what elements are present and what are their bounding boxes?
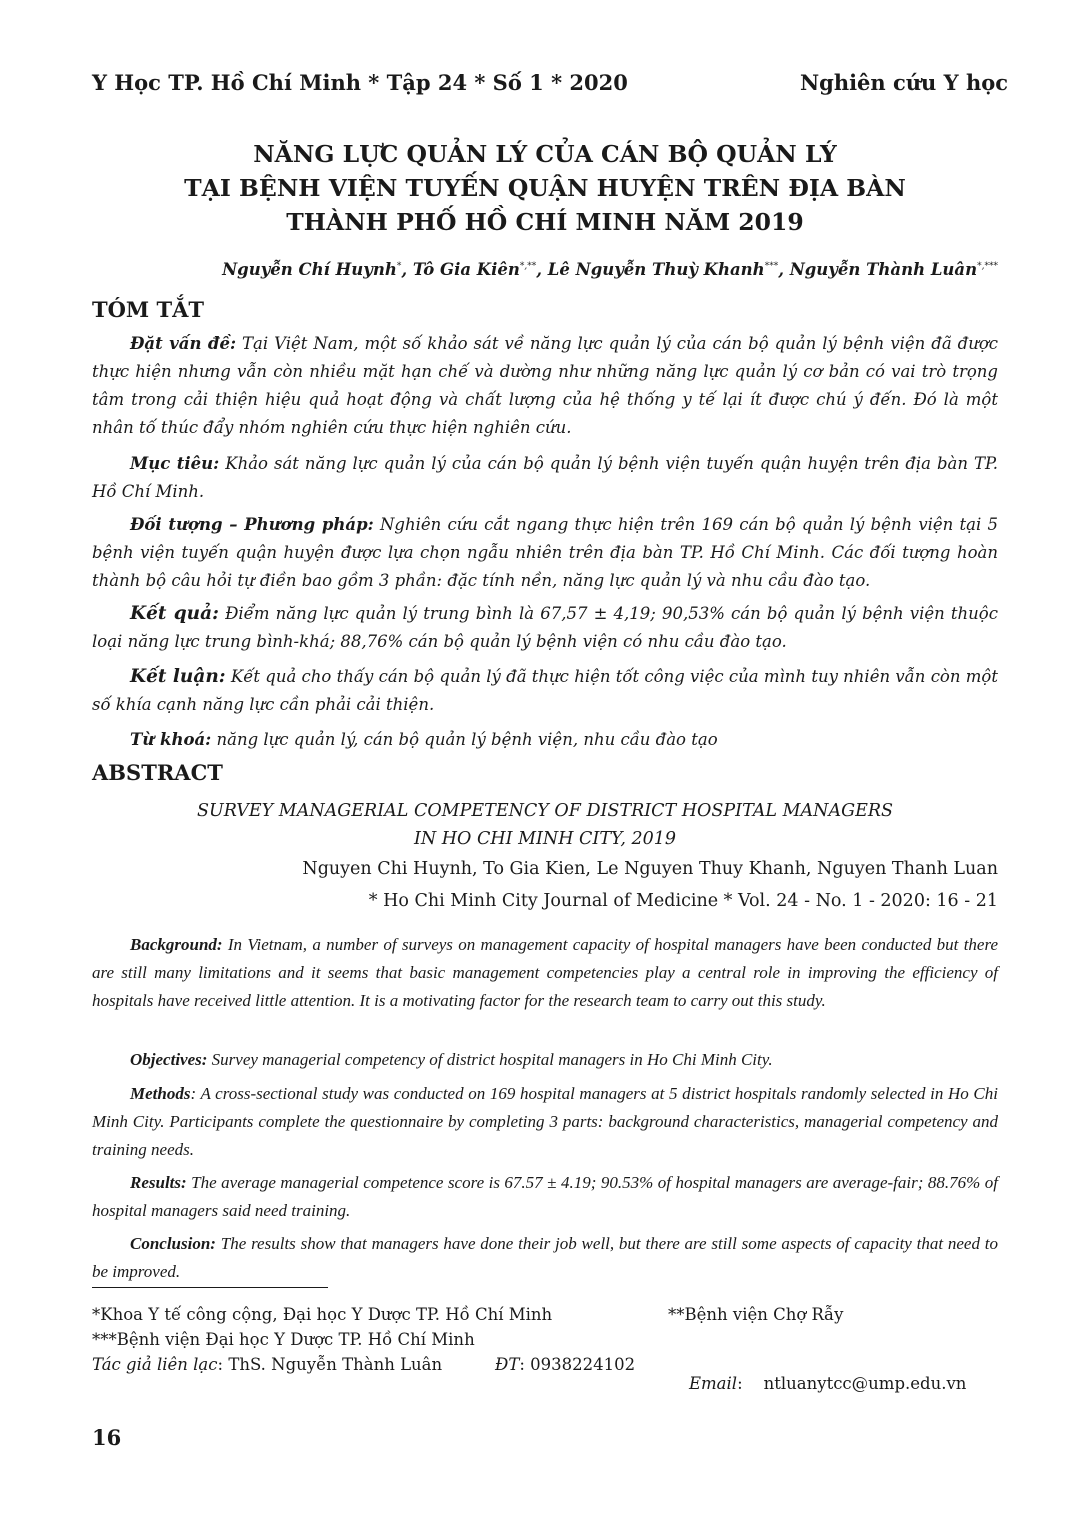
author-separator: , <box>778 260 790 279</box>
footnote-divider <box>92 1287 328 1288</box>
citation: * Ho Chi Minh City Journal of Medicine * Vol. 24 - No. 1 - 2020: 16 - 21 <box>368 891 998 911</box>
summary-conclusion <box>92 663 998 719</box>
tom-tat-heading: TÓM TẮT <box>92 297 205 322</box>
journal-header: Y Học TP. Hồ Chí Minh * Tập 24 * Số 1 * 2020 <box>92 70 628 95</box>
paragraph-label: Mục tiêu: <box>130 454 220 473</box>
paragraph-text: Tại Việt Nam, một số khảo sát về năng lực quản lý của cán bộ quản lý bệnh viện đã được thực hiện nhưng vẫn còn nhiều mặt hạn chế và dường như những năng lực quản lý cơ bản có vai trò trọng tâm trong cải thiện hiệu quả hoạt động và chất lượng của hệ thống y tế lại ít được chú ý đến. Đó là một nhân tố thúc đẩy nhóm nghiên cứu thực hiện nghiên cứu. <box>92 334 998 437</box>
article-title <box>92 137 998 239</box>
summary-objective <box>92 450 998 506</box>
affiliation-mark: * <box>396 261 402 272</box>
abstract-results <box>92 1169 998 1225</box>
author-separator: , <box>401 260 413 279</box>
author-name: Lê Nguyễn Thuỳ Khanh <box>547 260 765 279</box>
paragraph-label: Đặt vấn đề: <box>130 334 237 353</box>
title-line: NĂNG LỰC QUẢN LÝ CỦA CÁN BỘ QUẢN LÝ <box>253 140 837 168</box>
title-line: TẠI BỆNH VIỆN TUYẾN QUẬN HUYỆN TRÊN ĐỊA BÀN <box>184 174 906 202</box>
abstract-conclusion <box>92 1230 998 1286</box>
paragraph-text: Điểm năng lực quản lý trung bình là 67,57 ± 4,19; 90,53% cán bộ quản lý bệnh viện thuộc loại năng lực trung bình-khá; 88,76% cán bộ quản lý bệnh viện có nhu cầu đào tạo. <box>92 604 998 651</box>
contact-phone <box>495 1355 635 1374</box>
contact-label: Tác giả liên lạc <box>92 1355 218 1374</box>
paragraph-label: Objectives: <box>130 1050 208 1069</box>
summary-results <box>92 600 998 656</box>
section-header: Nghiên cứu Y học <box>799 70 1008 95</box>
paragraph-text: The results show that managers have done their job well, but there are still some aspects of capacity that need to be improved. <box>92 1234 998 1281</box>
english-title <box>92 797 998 853</box>
affiliation-mark: *,*** <box>977 261 998 272</box>
paragraph-text: Khảo sát năng lực quản lý của cán bộ quản lý bệnh viện tuyến quận huyện trên địa bàn TP. Hồ Chí Minh. <box>92 454 999 501</box>
email-label: Email <box>688 1374 738 1393</box>
abstract-background <box>92 931 998 1015</box>
paragraph-text: Survey managerial competency of district hospital managers in Ho Chi Minh City. <box>207 1050 773 1069</box>
corresponding-author <box>92 1355 442 1374</box>
paragraph-label: Background: <box>130 935 223 954</box>
paragraph-text: Nghiên cứu cắt ngang thực hiện trên 169 cán bộ quản lý bệnh viện tại 5 bệnh viện tuyến quận huyện được lựa chọn ngẫu nhiên trên địa bàn TP. Hồ Chí Minh. Các đối tượng hoàn thành bộ câu hỏi tự điền bao gồm 3 phần: đặc tính nền, năng lực quản lý và nhu cầu đào tạo. <box>92 515 998 590</box>
affiliation-mark: *,** <box>519 261 537 272</box>
paragraph-text: : A cross-sectional study was conducted on 169 hospital managers at 5 district hospitals randomly selected in Ho Chi Minh City. Participants complete the questionnaire by completing 3 parts: background characteristics, managerial competency and training needs. <box>92 1084 998 1159</box>
paragraph-label: Kết quả: <box>130 603 219 624</box>
author-separator: , <box>536 260 548 279</box>
paragraph-label: Conclusion: <box>130 1234 216 1253</box>
paragraph-text: Kết quả cho thấy cán bộ quản lý đã thực hiện tốt công việc của mình tuy nhiên vẫn còn một số khía cạnh năng lực cần phải cải thiện. <box>92 667 998 714</box>
author-list <box>222 260 998 279</box>
phone-label: ĐT <box>495 1355 520 1374</box>
english-title-line: IN HO CHI MINH CITY, 2019 <box>414 829 676 849</box>
summary-keywords <box>92 726 998 754</box>
paragraph-text: năng lực quản lý, cán bộ quản lý bệnh viện, nhu cầu đào tạo <box>211 730 718 749</box>
footnote-affiliation: ***Bệnh viện Đại học Y Dược TP. Hồ Chí Minh <box>92 1330 475 1349</box>
contact-name: : ThS. Nguyễn Thành Luân <box>217 1355 443 1374</box>
author-name: Tô Gia Kiên <box>412 260 520 279</box>
phone-number: : 0938224102 <box>519 1355 636 1374</box>
summary-methods <box>92 511 998 595</box>
paragraph-label: Methods <box>130 1084 191 1103</box>
email-address[interactable]: : ntluanytcc@ump.edu.vn <box>737 1374 967 1393</box>
title-line: THÀNH PHỐ HỒ CHÍ MINH NĂM 2019 <box>286 208 804 236</box>
paragraph-label: Kết luận: <box>130 666 226 687</box>
author-name: Nguyễn Thành Luân <box>789 260 978 279</box>
english-title-line: SURVEY MANAGERIAL COMPETENCY OF DISTRICT HOSPITAL MANAGERS <box>196 801 894 821</box>
abstract-heading: ABSTRACT <box>92 760 223 785</box>
paragraph-label: Results: <box>130 1173 187 1192</box>
abstract-methods <box>92 1080 998 1164</box>
paragraph-label: Từ khoá: <box>130 730 212 749</box>
footnote-affiliation: **Bệnh viện Chợ Rẫy <box>668 1305 844 1324</box>
paragraph-label: Đối tượng – Phương pháp: <box>130 515 374 534</box>
paragraph-text: In Vietnam, a number of surveys on management capacity of hospital managers have been conducted but there are still many limitations and it seems that basic management competencies play a central role in improving the efficiency of hospitals have received little attention. It is a motivating factor for the research team to carry out this study. <box>92 935 998 1010</box>
contact-email <box>668 1355 966 1412</box>
page-number: 16 <box>92 1425 122 1450</box>
english-authors: Nguyen Chi Huynh, To Gia Kien, Le Nguyen Thuy Khanh, Nguyen Thanh Luan <box>302 859 998 879</box>
summary-background <box>92 330 998 442</box>
affiliation-mark: *** <box>764 261 779 272</box>
abstract-objectives <box>92 1046 998 1074</box>
footnote-affiliation: *Khoa Y tế công cộng, Đại học Y Dược TP. Hồ Chí Minh <box>92 1305 553 1324</box>
author-name: Nguyễn Chí Huynh <box>222 260 397 279</box>
paragraph-text: The average managerial competence score is 67.57 ± 4.19; 90.53% of hospital managers are average-fair; 88.76% of hospital managers said need training. <box>92 1173 998 1220</box>
